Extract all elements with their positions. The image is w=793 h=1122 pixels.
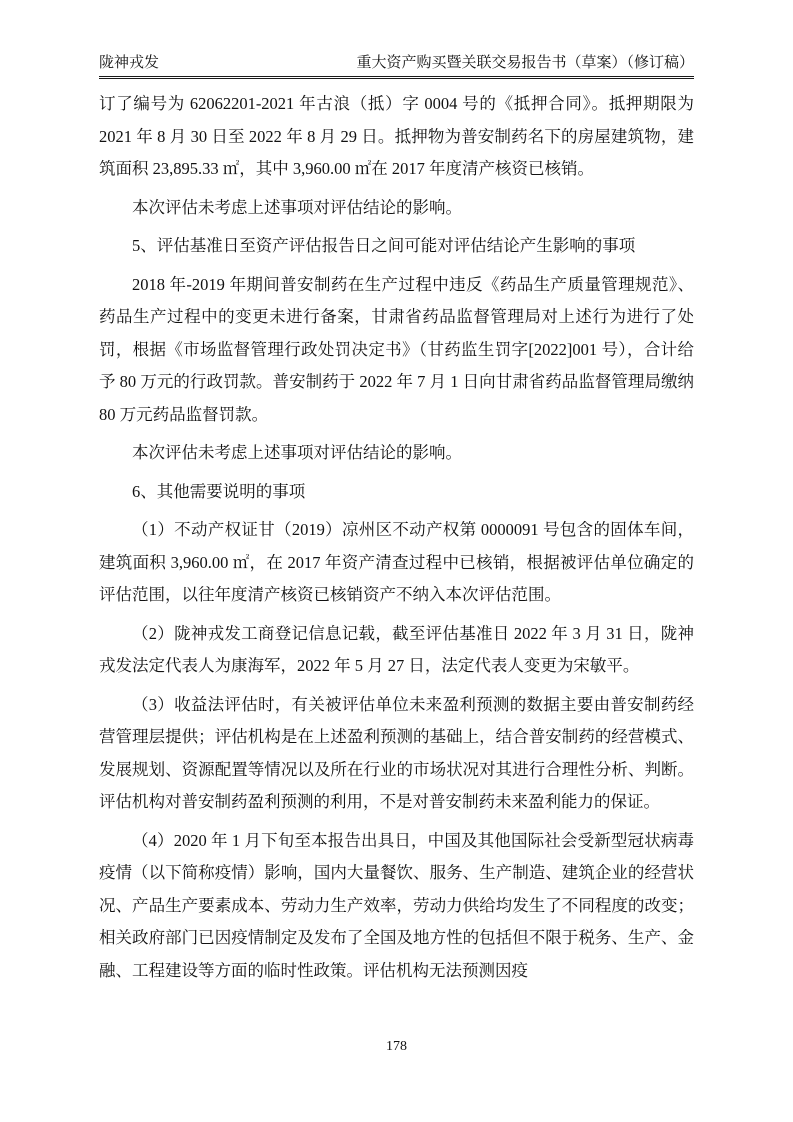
paragraph-item-3: （3）收益法评估时，有关被评估单位未来盈利预测的数据主要由普安制药经营管理层提供；评估机构是在上述盈利预测的基础上，结合普安制药的经营模式、发展规划、资源配置等情况以及所在行业的市场状况对其进行合理性分析、判断。评估机构对普安制药盈利预测的利用，不是对普安制药未来盈利能力的保证。 <box>99 694 694 811</box>
section-heading-5: 5、评估基准日至资产评估报告日之间可能对评估结论产生影响的事项 <box>132 236 636 255</box>
page-number: 178 <box>386 1039 407 1054</box>
paragraph-item-1: （1）不动产权证甘（2019）凉州区不动产权第 0000091 号包含的固体车间，建筑面积 3,960.00 ㎡，在 2017 年资产清查过程中已核销，根据被评估单位确定的评估范围，以往年度清产核资已核销资产不纳入本次评估范围。 <box>99 520 694 604</box>
paragraph-penalty-description: 2018 年-2019 年期间普安制药在生产过程中违反《药品生产质量管理规范》、药品生产过程中的变更未进行备案，甘肃省药品监督管理局对上述行为进行了处罚，根据《市场监督管理行政处罚决定书》（甘药监生罚字[2022]001 号），合计给予 80 万元的行政罚款。普安制药于 2022 年 7 月 1 日向甘肃省药品监督管理局缴纳 80 万元药品监督罚款。 <box>99 274 694 424</box>
paragraph-item-2: （2）陇神戎发工商登记信息记载，截至评估基准日 2022 年 3 月 31 日，陇神戎发法定代表人为康海军，2022 年 5 月 27 日，法定代表人变更为宋敏平。 <box>99 623 695 675</box>
paragraph-conclusion-note-2: 本次评估未考虑上述事项对评估结论的影响。 <box>132 443 462 462</box>
document-body <box>99 88 694 993</box>
paragraph-item-4: （4）2020 年 1 月下旬至本报告出具日，中国及其他国际社会受新型冠状病毒疫情（以下简称疫情）影响，国内大量餐饮、服务、生产制造、建筑企业的经营状况、产品生产要素成本、劳动力生产效率，劳动力供给均发生了不同程度的改变；相关政府部门已因疫情制定及发布了全国及地方性的包括但不限于税务、生产、金融、工程建设等方面的临时性政策。评估机构无法预测因疫 <box>99 830 694 980</box>
page-header <box>99 53 694 73</box>
paragraph-conclusion-note: 本次评估未考虑上述事项对评估结论的影响。 <box>132 197 462 217</box>
section-heading-6: 6、其他需要说明的事项 <box>132 481 306 501</box>
header-divider-rule <box>99 76 694 79</box>
page-footer <box>0 1037 793 1057</box>
header-report-title: 重大资产购买暨关联交易报告书（草案）（修订稿） <box>356 55 694 71</box>
header-company-name: 陇神戎发 <box>99 55 160 71</box>
paragraph-continuation: 订了编号为 62062201-2021 年古浪（抵）字 0004 号的《抵押合同》。抵押期限为 2021 年 8 月 30 日至 2022 年 8 月 29 日。抵押物为普安制药名下的房屋建筑物，建筑面积 23,895.33 ㎡，其中 3,960.00 ㎡在 2017 年度清产核资已核销。 <box>99 94 694 178</box>
